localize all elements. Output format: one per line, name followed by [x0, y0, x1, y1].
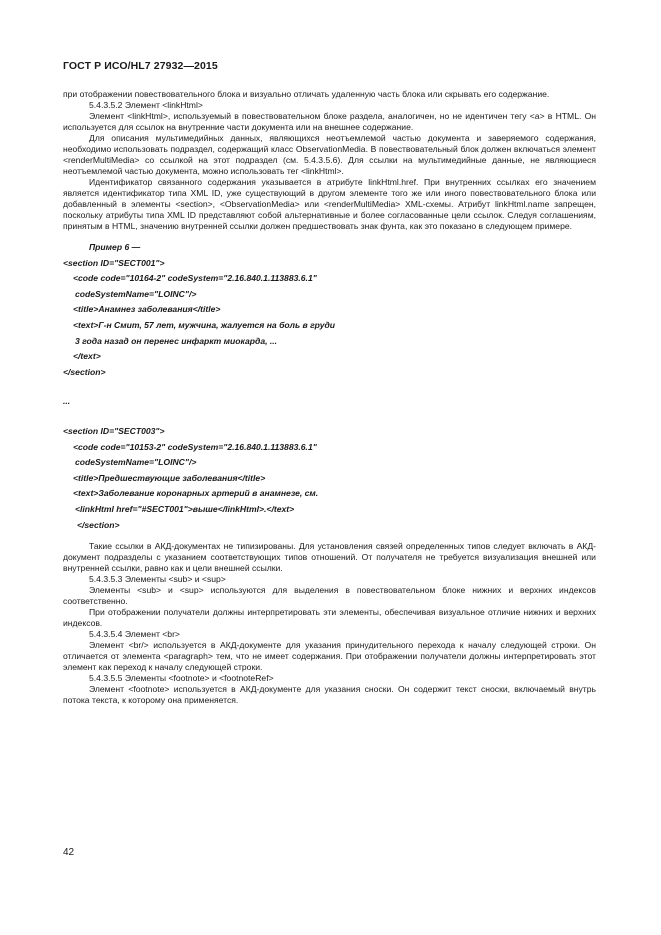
code-line: </section>: [63, 366, 106, 377]
paragraph: Элемент <linkHtml>, используемый в повествовательном блоке раздела, аналогичен, но не идентичен тегу <a> в HTML. Он используется для ссылок на внутренние части документа или на внешнее содержание.: [63, 111, 596, 132]
paragraph: Такие ссылки в АКД-документах не типизированы. Для установления связей определенных типов следует включать в АКД-документ подразделы с указанием соответствующих типов отношений. От получателя не требуется визуализация внешней или внутренней ссылки, равно как и цели внешней ссылки.: [63, 541, 596, 574]
code-line: <linkHtml href="#SECT001">выше</linkHtml>.</text>: [75, 503, 295, 514]
document-body: [63, 89, 596, 706]
code-line: codeSystemName="LOINC"/>: [75, 457, 197, 468]
code-line: <title>Анамнез заболевания</title>: [73, 304, 221, 315]
code-line: <code code="10164-2" codeSystem="2.16.840.1.113883.6.1": [73, 273, 317, 284]
section-heading: 5.4.3.5.2 Элемент <linkHtml>: [89, 100, 203, 110]
code-line: 3 года назад он перенес инфаркт миокарда, ...: [75, 335, 278, 346]
code-line: <text>Г-н Смит, 57 лет, мужчина, жалуется на боль в груди: [73, 319, 336, 330]
paragraph: при отображении повествовательного блока и визуально отличать удаленную часть блока или скрывать его содержание.: [63, 89, 550, 99]
code-line: <section ID="SECT001">: [63, 257, 165, 268]
example-label: Пример 6 —: [89, 242, 141, 252]
section-heading: 5.4.3.5.4 Элемент <br>: [89, 629, 180, 640]
code-ellipsis: ...: [63, 396, 71, 407]
paragraph: Элемент <br/> используется в АКД-документе для указания принудительного перехода к началу следующей строки. Он отличается от элемента <paragraph> тем, что не имеет содержания. При отображении получатели должны интерпретировать этот элемент как переход к началу следующей строки.: [63, 640, 596, 673]
paragraph: Элемент <footnote> используется в АКД-документе для указания сноски. Он содержит текст сноски, включаемый внутрь потока текста, к которому она применяется.: [63, 684, 596, 706]
paragraph: Идентификатор связанного содержания указывается в атрибуте linkHtml.href. При внутренних ссылках его значением является идентификатор типа XML ID, уже существующий в другом элементе того же или иного повествовательного блока или добавленный в элементы <section>, <ObservationMedia> или <renderMultiMedia> XML-схемы. Атрибут linkHtml.name запрещен, поскольку атрибуты типа XML ID представляют собой альтернативные и более согласованные цели ссылок. Следуя соглашениям, принятым в HTML, значению внутренней ссылки должен предшествовать знак фунта, как это показано в следующем примере.: [63, 177, 596, 231]
code-line: <code code="10153-2" codeSystem="2.16.840.1.113883.6.1": [73, 441, 317, 452]
code-example: [63, 240, 596, 533]
code-line: </text>: [73, 351, 101, 362]
standard-header: ГОСТ Р ИСО/HL7 27932—2015: [63, 60, 218, 72]
section-heading: 5.4.3.5.5 Элементы <footnote> и <footnoteRef>: [89, 673, 274, 684]
code-line: <text>Заболевание коронарных артерий в анамнезе, см.: [73, 488, 319, 499]
code-line: </section>: [77, 519, 120, 530]
paragraph: Элементы <sub> и <sup> используются для выделения в повествовательном блоке нижних и верхних индексов соответственно.: [63, 585, 596, 607]
page-number: 42: [63, 847, 75, 858]
code-line: <title>Предшествующие заболевания</title>: [73, 472, 266, 483]
paragraph: При отображении получатели должны интерпретировать эти элементы, обеспечивая визуальное отличие нижних и верхних индексов.: [63, 607, 596, 629]
section-heading: 5.4.3.5.3 Элементы <sub> и <sup>: [89, 574, 226, 585]
code-line: <section ID="SECT003">: [63, 425, 165, 436]
code-line: codeSystemName="LOINC"/>: [75, 288, 197, 299]
paragraph: Для описания мультимедийных данных, являющихся неотъемлемой частью документа и заверяемого содержания, необходимо использовать подраздел, содержащий класс ObservationMedia. В повествовательный блок должен включаться элемент <renderMultiMedia> со ссылкой на этот подраздел (см. 5.4.3.5.6). Для ссылки на мультимедийные данные, не являющиеся неотъемлемой частью документа, можно использовать тег <linkHtml>.: [63, 133, 596, 176]
